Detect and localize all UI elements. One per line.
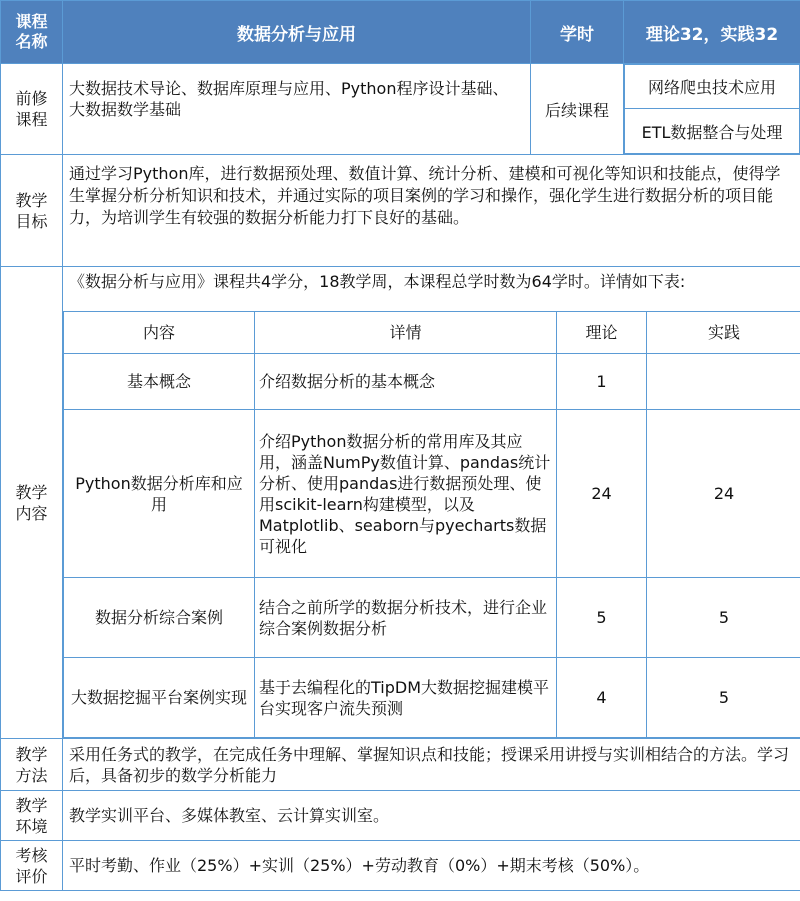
- goal-value: 通过学习Python库，进行数据预处理、数值计算、统计分析、建模和可视化等知识和技能点，使得学生掌握分析分析知识和技术，并通过实际的项目案例的学习和操作，强化学生进行数据分析的项目能力，为培训学生有较强的数据分析能力打下良好的基础。: [63, 155, 800, 267]
- table-row: [64, 578, 800, 658]
- followup-item: ETL数据整合与处理: [625, 109, 800, 154]
- followup-list: [624, 64, 800, 155]
- table-row: [64, 410, 800, 578]
- goal-row: [1, 155, 800, 267]
- followup-item: 网络爬虫技术应用: [625, 65, 800, 109]
- col-header-detail: 详情: [255, 312, 557, 354]
- environment-label: 教学 环境: [1, 791, 63, 841]
- assessment-value: 平时考勤、作业（25%）+实训（25%）+劳动教育（0%）+期末考核（50%）。: [63, 841, 800, 891]
- environment-value: 教学实训平台、多媒体教室、云计算实训室。: [63, 791, 800, 841]
- table-row: [64, 354, 800, 410]
- content-intro: 《数据分析与应用》课程共4学分，18教学周，本课程总学时数为64学时。详情如下表:: [69, 272, 686, 291]
- assessment-label: 考核 评价: [1, 841, 63, 891]
- table-row: [64, 658, 800, 738]
- followup-label: 后续课程: [531, 64, 624, 155]
- goal-label: 教学 目标: [1, 155, 63, 267]
- course-name: 数据分析与应用: [63, 1, 531, 64]
- course-name-label: 课程 名称: [1, 1, 63, 64]
- content-detail-table: [63, 311, 800, 738]
- row-theory: 24: [557, 410, 647, 578]
- row-practice: 24: [647, 410, 800, 578]
- hours-label: 学时: [531, 1, 624, 64]
- header-row: [1, 1, 800, 64]
- row-detail: 基于去编程化的TipDM大数据挖掘建模平台实现客户流失预测: [255, 658, 557, 738]
- content-label: 教学 内容: [1, 267, 63, 739]
- row-topic: 大数据挖掘平台案例实现: [64, 658, 255, 738]
- row-detail: 介绍Python数据分析的常用库及其应用，涵盖NumPy数值计算、pandas统计分析、使用pandas进行数据预处理、使用scikit-learn构建模型，以及Matplotlib、seaborn与pyecharts数据可视化: [255, 410, 557, 578]
- content-cell: [63, 267, 800, 739]
- row-topic: Python数据分析库和应用: [64, 410, 255, 578]
- col-header-theory: 理论: [557, 312, 647, 354]
- table-header-row: [64, 312, 800, 354]
- method-label: 教学 方法: [1, 739, 63, 791]
- content-row: [1, 267, 800, 739]
- row-practice: 5: [647, 658, 800, 738]
- col-header-practice: 实践: [647, 312, 800, 354]
- row-topic: 基本概念: [64, 354, 255, 410]
- prereq-value: 大数据技术导论、数据库原理与应用、Python程序设计基础、大数据数学基础: [63, 64, 531, 155]
- hours-value: 理论32，实践32: [624, 1, 800, 64]
- prereq-label: 前修 课程: [1, 64, 63, 155]
- col-header-topic: 内容: [64, 312, 255, 354]
- method-value: 采用任务式的教学，在完成任务中理解、掌握知识点和技能；授课采用讲授与实训相结合的方法。学习后，具备初步的数学分析能力: [63, 739, 800, 791]
- row-detail: 介绍数据分析的基本概念: [255, 354, 557, 410]
- row-theory: 4: [557, 658, 647, 738]
- method-row: [1, 739, 800, 791]
- row-theory: 1: [557, 354, 647, 410]
- row-practice: 5: [647, 578, 800, 658]
- prereq-row: [1, 64, 800, 155]
- row-theory: 5: [557, 578, 647, 658]
- environment-row: [1, 791, 800, 841]
- assessment-row: [1, 841, 800, 891]
- row-practice: [647, 354, 800, 410]
- row-detail: 结合之前所学的数据分析技术，进行企业综合案例数据分析: [255, 578, 557, 658]
- row-topic: 数据分析综合案例: [64, 578, 255, 658]
